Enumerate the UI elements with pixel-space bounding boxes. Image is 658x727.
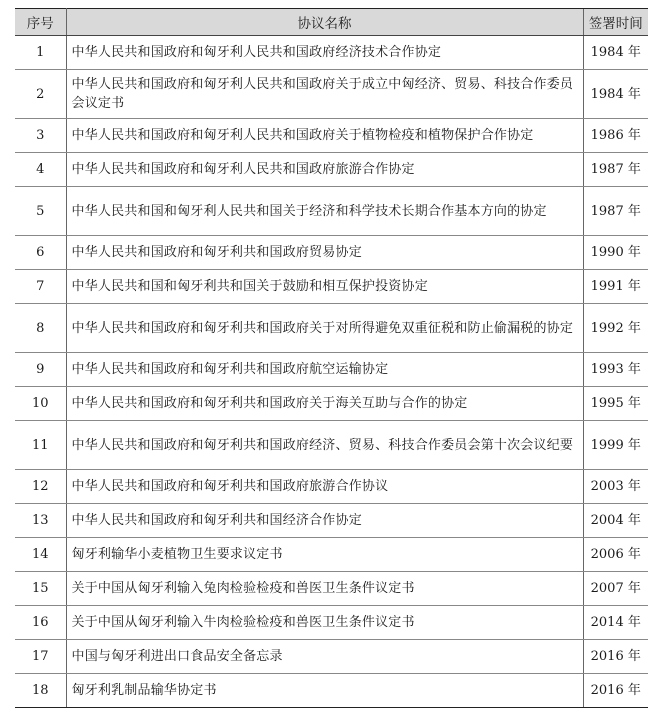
row-name: 中华人民共和国政府和匈牙利人民共和国政府关于成立中匈经济、贸易、科技合作委员会议定书 [66, 70, 583, 119]
row-index: 8 [15, 304, 66, 353]
table-row [15, 353, 648, 387]
table-row [15, 187, 648, 236]
table-row [15, 470, 648, 504]
row-date: 1990 年 [583, 236, 648, 270]
row-name: 中华人民共和国政府和匈牙利人民共和国政府经济技术合作协定 [66, 36, 583, 70]
row-date: 2016 年 [583, 640, 648, 674]
table-row [15, 236, 648, 270]
table-row [15, 36, 648, 70]
row-name: 中华人民共和国政府和匈牙利人民共和国政府旅游合作协定 [66, 153, 583, 187]
row-index: 1 [15, 36, 66, 70]
row-index: 6 [15, 236, 66, 270]
row-date: 1992 年 [583, 304, 648, 353]
row-date: 1984 年 [583, 36, 648, 70]
row-date: 2004 年 [583, 504, 648, 538]
row-date: 1991 年 [583, 270, 648, 304]
row-date: 1999 年 [583, 421, 648, 470]
row-name: 中华人民共和国政府和匈牙利共和国政府旅游合作协议 [66, 470, 583, 504]
table-row [15, 304, 648, 353]
table-row [15, 153, 648, 187]
row-index: 9 [15, 353, 66, 387]
row-index: 16 [15, 606, 66, 640]
header-date: 签署时间 [583, 9, 648, 36]
row-date: 1987 年 [583, 153, 648, 187]
row-date: 2006 年 [583, 538, 648, 572]
row-date: 1984 年 [583, 70, 648, 119]
row-name: 中华人民共和国政府和匈牙利共和国政府关于海关互助与合作的协定 [66, 387, 583, 421]
row-name: 匈牙利乳制品输华协定书 [66, 674, 583, 708]
row-date: 1986 年 [583, 119, 648, 153]
row-index: 10 [15, 387, 66, 421]
row-index: 13 [15, 504, 66, 538]
table-header-row [15, 9, 648, 36]
row-index: 14 [15, 538, 66, 572]
table-row [15, 421, 648, 470]
row-name: 中华人民共和国政府和匈牙利共和国政府经济、贸易、科技合作委员会第十次会议纪要 [66, 421, 583, 470]
row-index: 12 [15, 470, 66, 504]
table-row [15, 538, 648, 572]
row-name: 中华人民共和国政府和匈牙利共和国经济合作协定 [66, 504, 583, 538]
row-name: 匈牙利输华小麦植物卫生要求议定书 [66, 538, 583, 572]
row-index: 2 [15, 70, 66, 119]
table-row [15, 572, 648, 606]
row-date: 2014 年 [583, 606, 648, 640]
row-name: 中华人民共和国政府和匈牙利共和国政府航空运输协定 [66, 353, 583, 387]
row-name: 中华人民共和国政府和匈牙利共和国政府贸易协定 [66, 236, 583, 270]
row-name: 中华人民共和国和匈牙利共和国关于鼓励和相互保护投资协定 [66, 270, 583, 304]
row-date: 2007 年 [583, 572, 648, 606]
row-index: 4 [15, 153, 66, 187]
row-index: 17 [15, 640, 66, 674]
row-index: 7 [15, 270, 66, 304]
table-row [15, 387, 648, 421]
row-index: 15 [15, 572, 66, 606]
row-index: 5 [15, 187, 66, 236]
row-index: 11 [15, 421, 66, 470]
table-row [15, 504, 648, 538]
agreements-table [15, 8, 648, 708]
row-name: 中国与匈牙利进出口食品安全备忘录 [66, 640, 583, 674]
row-name: 关于中国从匈牙利输入牛肉检验检疫和兽医卫生条件议定书 [66, 606, 583, 640]
row-name: 中华人民共和国政府和匈牙利共和国政府关于对所得避免双重征税和防止偷漏税的协定 [66, 304, 583, 353]
row-date: 2016 年 [583, 674, 648, 708]
table-row [15, 119, 648, 153]
row-name: 关于中国从匈牙利输入兔肉检验检疫和兽医卫生条件议定书 [66, 572, 583, 606]
table-row [15, 606, 648, 640]
row-date: 1993 年 [583, 353, 648, 387]
row-date: 1995 年 [583, 387, 648, 421]
row-name: 中华人民共和国和匈牙利人民共和国关于经济和科学技术长期合作基本方向的协定 [66, 187, 583, 236]
table-row [15, 674, 648, 708]
table-row [15, 70, 648, 119]
table-row [15, 270, 648, 304]
agreements-table-container [15, 8, 648, 708]
row-date: 1987 年 [583, 187, 648, 236]
row-name: 中华人民共和国政府和匈牙利人民共和国政府关于植物检疫和植物保护合作协定 [66, 119, 583, 153]
header-index: 序号 [15, 9, 66, 36]
header-name: 协议名称 [66, 9, 583, 36]
table-row [15, 640, 648, 674]
row-index: 18 [15, 674, 66, 708]
row-index: 3 [15, 119, 66, 153]
row-date: 2003 年 [583, 470, 648, 504]
